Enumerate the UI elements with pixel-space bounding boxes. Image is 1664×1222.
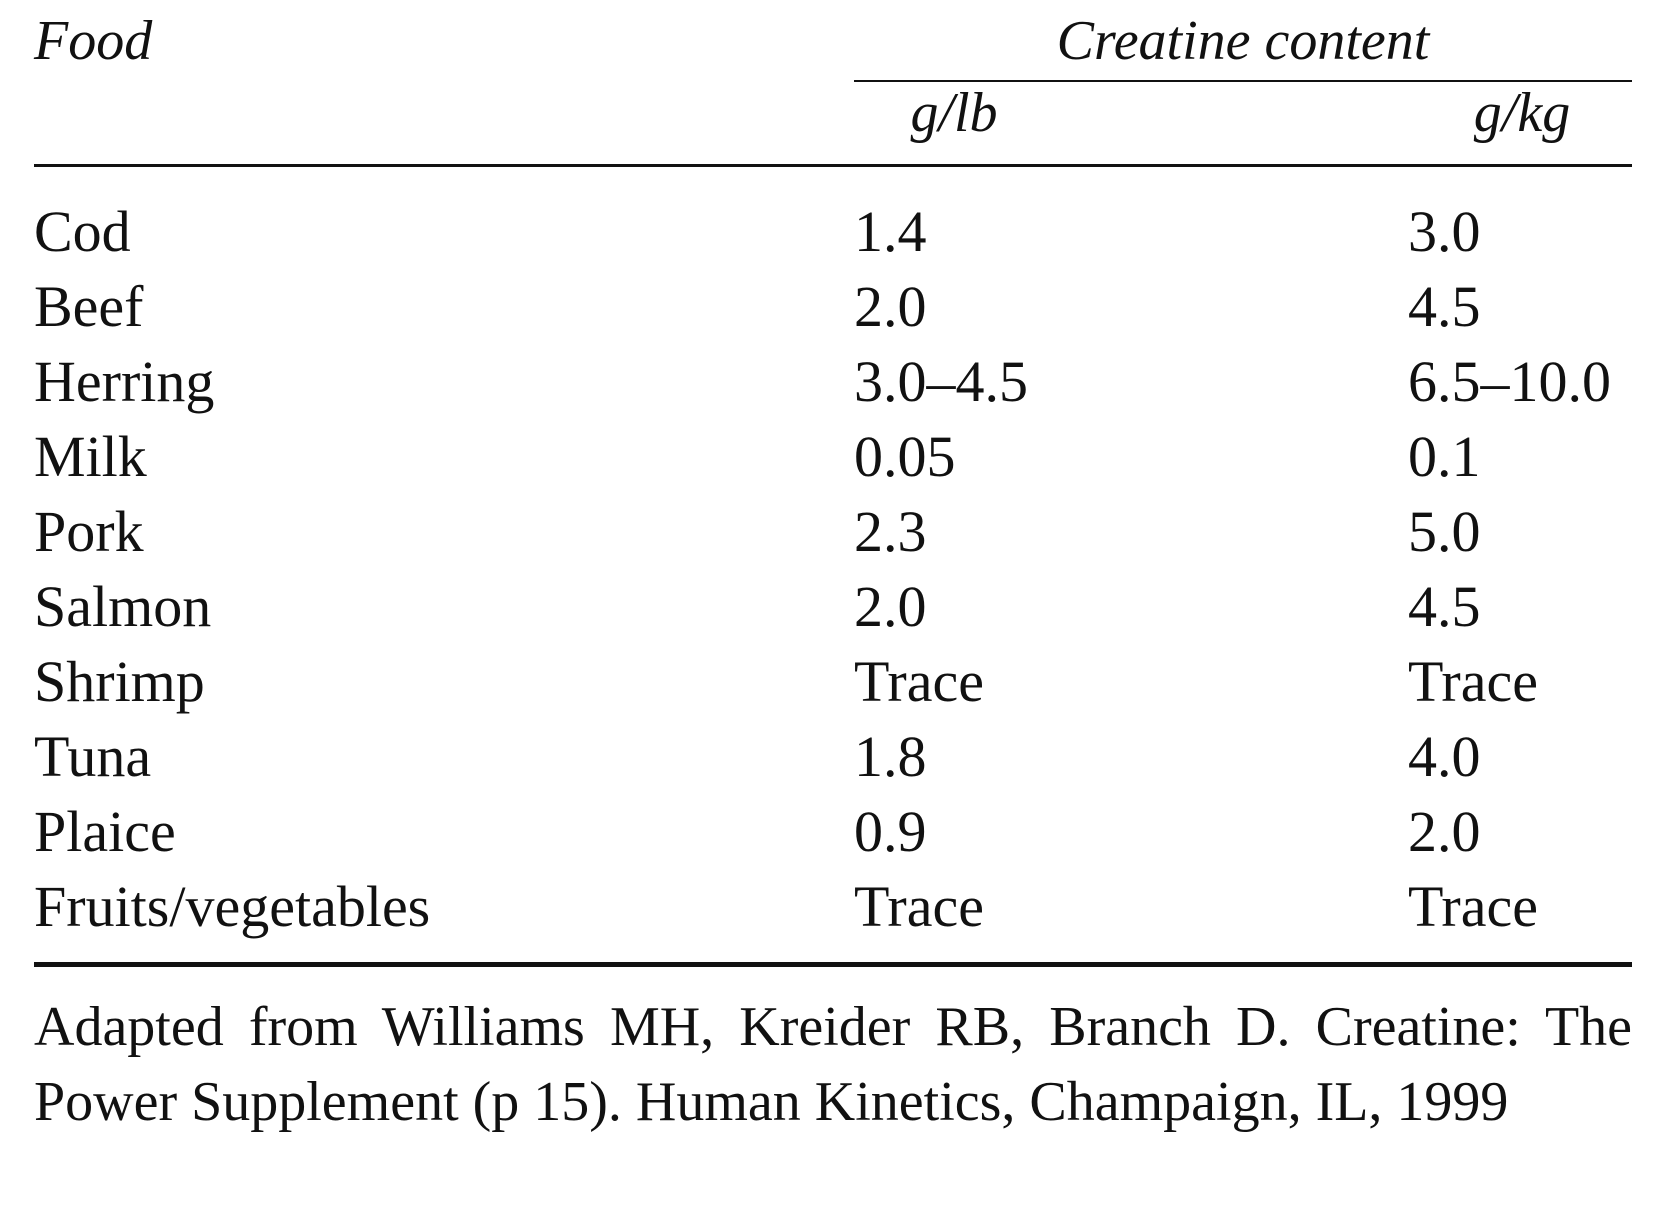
- cell-g-per-lb: Trace: [854, 874, 984, 939]
- table-row: [0, 494, 1664, 569]
- table-body: [0, 194, 1664, 944]
- cell-g-per-kg: 4.5: [1408, 574, 1481, 639]
- cell-g-per-kg: 3.0: [1408, 199, 1481, 264]
- table-row: [0, 419, 1664, 494]
- header-food: Food: [34, 10, 153, 72]
- header-bottom-rule: [34, 164, 1632, 167]
- cell-g-per-lb: 1.8: [854, 724, 927, 789]
- cell-g-per-lb: 0.9: [854, 799, 927, 864]
- cell-g-per-lb: Trace: [854, 649, 984, 714]
- cell-food: Herring: [34, 349, 215, 414]
- cell-g-per-kg: 6.5–10.0: [1408, 349, 1611, 414]
- cell-food: Beef: [34, 274, 144, 339]
- cell-g-per-kg: 4.0: [1408, 724, 1481, 789]
- table-row: [0, 269, 1664, 344]
- cell-g-per-kg: Trace: [1408, 649, 1538, 714]
- table-bottom-rule: [34, 962, 1632, 967]
- cell-g-per-lb: 2.0: [854, 274, 927, 339]
- cell-g-per-kg: 0.1: [1408, 424, 1481, 489]
- cell-g-per-lb: 2.0: [854, 574, 927, 639]
- cell-g-per-lb: 1.4: [854, 199, 927, 264]
- cell-food: Tuna: [34, 724, 152, 789]
- cell-food: Shrimp: [34, 649, 205, 714]
- cell-g-per-kg: 4.5: [1408, 274, 1481, 339]
- header-unit-g-per-lb: g/lb: [910, 82, 998, 144]
- cell-food: Plaice: [34, 799, 176, 864]
- header-creatine-content: Creatine content: [1056, 10, 1430, 72]
- header-unit-g-per-kg: g/kg: [1473, 82, 1571, 144]
- table-row: [0, 569, 1664, 644]
- cell-food: Milk: [34, 424, 147, 489]
- table-row: [0, 869, 1664, 944]
- cell-food: Fruits/vegetables: [34, 874, 431, 939]
- cell-g-per-lb: 2.3: [854, 499, 927, 564]
- cell-g-per-lb: 3.0–4.5: [854, 349, 1028, 414]
- cell-g-per-kg: 2.0: [1408, 799, 1481, 864]
- cell-g-per-lb: 0.05: [854, 424, 956, 489]
- table-row: [0, 794, 1664, 869]
- table-row: [0, 644, 1664, 719]
- table-row: [0, 719, 1664, 794]
- table-row: [0, 194, 1664, 269]
- cell-food: Salmon: [34, 574, 212, 639]
- table-row: [0, 344, 1664, 419]
- cell-food: Pork: [34, 499, 144, 564]
- cell-g-per-kg: Trace: [1408, 874, 1538, 939]
- cell-g-per-kg: 5.0: [1408, 499, 1481, 564]
- cell-food: Cod: [34, 199, 131, 264]
- source-note: Adapted from Williams MH, Kreider RB, Branch D. Creatine: The Power Supplement (p 15). Human Kinetics, Champaign, IL, 1999: [34, 996, 1632, 1133]
